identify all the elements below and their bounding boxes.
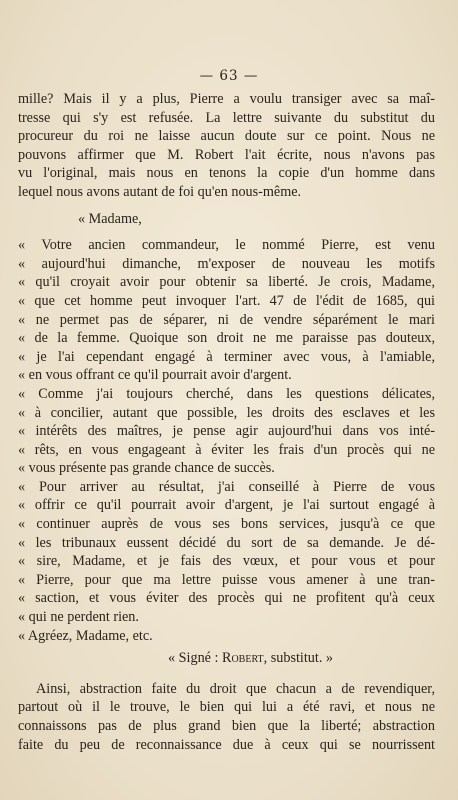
letter-paragraph-2 <box>18 385 435 478</box>
text-line: « Pierre, pour que ma lettre puisse vous amener à une tran- <box>18 571 435 588</box>
text-line: Ainsi, abstraction faite du droit que chacun a de revendiquer, <box>36 680 435 697</box>
text-line: « Pour arriver au résultat, j'ai conseillé à Pierre de vous <box>18 478 435 495</box>
letter-paragraph-1 <box>18 236 435 385</box>
text-line: tresse qui s'y est refusée. La lettre suivante du substitut du <box>18 109 435 126</box>
text-line: « qu'il croyait avoir pour obtenir sa liberté. Je crois, Madame, <box>18 274 435 291</box>
paragraph-conclusion <box>18 680 435 754</box>
signature-prefix: « Signé : <box>168 650 222 667</box>
text-line: « que cet homme peut invoquer l'art. 47 de l'édit de 1685, qui <box>18 292 435 309</box>
text-line: « sire, Madame, et je fais des vœux, et pour vous et pour <box>18 553 435 570</box>
letter-salutation: « Madame, <box>78 210 142 227</box>
text-line: « de la femme. Quoique son droit ne me paraisse pas douteux, <box>18 330 435 347</box>
text-line: faite du peu de reconnaissance due à ceux qui se nourrissent <box>18 736 435 753</box>
text-line: procureur du roi ne laisse aucun doute sur ce point. Nous ne <box>18 128 435 145</box>
text-line: connaissons pas de plus grand bien que la liberté; abstraction <box>18 718 435 734</box>
page-number: — 63 — <box>199 68 259 84</box>
text-line: « vous présente pas grande chance de succès. <box>18 460 275 477</box>
text-line: « offrir ce qu'il pourrait avoir d'argent, je l'ai surtout engagé à <box>18 497 435 514</box>
page-body <box>18 90 435 754</box>
text-line: partout où il le trouve, le bien qui lui a été ravi, et nous ne <box>18 699 435 716</box>
signature-suffix: , substitut. » <box>263 650 334 667</box>
letter-paragraph-3 <box>18 478 435 627</box>
text-line: « en vous offrant ce qu'il pourrait avoir d'argent. <box>18 367 292 384</box>
text-line: « les tribunaux eussent décidé du sort de sa demande. Je dé- <box>18 534 435 551</box>
paragraph-intro <box>18 90 435 202</box>
text-line: « rêts, en vous engageant à éviter les frais d'un procès qui ne <box>18 441 435 458</box>
text-line: « à concilier, autant que possible, les droits des esclaves et les <box>18 404 435 421</box>
text-line: pouvons affirmer que M. Robert l'ait écrite, nous n'avons pas <box>18 146 435 163</box>
text-line: « saction, et vous éviter des procès qui ne profitent qu'à ceux <box>18 590 435 607</box>
text-line: « intérêts des maîtres, je pense agir aujourd'hui dans vos inté- <box>18 423 435 440</box>
letter-signature <box>18 649 435 668</box>
letter-closing: « Agréez, Madame, etc. <box>18 627 153 644</box>
signature-name: Robert <box>222 650 264 667</box>
text-line: « ne permet pas de séparer, ni de vendre séparément le mari <box>18 311 435 328</box>
text-line: « qui ne perdent rien. <box>18 609 139 626</box>
text-line: vu l'original, mais nous en tenons la copie d'un homme dans <box>18 165 435 182</box>
text-line: « continuer auprès de vous ses bons services, jusqu'à ce que <box>18 516 435 533</box>
text-line: mille? Mais il y a plus, Pierre a voulu transiger avec sa maî- <box>18 91 435 107</box>
text-line: « Votre ancien commandeur, le nommé Pierre, est venu <box>18 237 435 254</box>
text-line: « aujourd'hui dimanche, m'exposer de nouveau les motifs <box>18 255 435 272</box>
text-line: lequel nous avons autant de foi qu'en nous-même. <box>18 183 302 200</box>
text-line: « Comme j'ai toujours cherché, dans les questions délicates, <box>18 385 435 402</box>
text-line: « je l'ai cependant engagé à terminer avec vous, à l'amiable, <box>18 348 435 365</box>
